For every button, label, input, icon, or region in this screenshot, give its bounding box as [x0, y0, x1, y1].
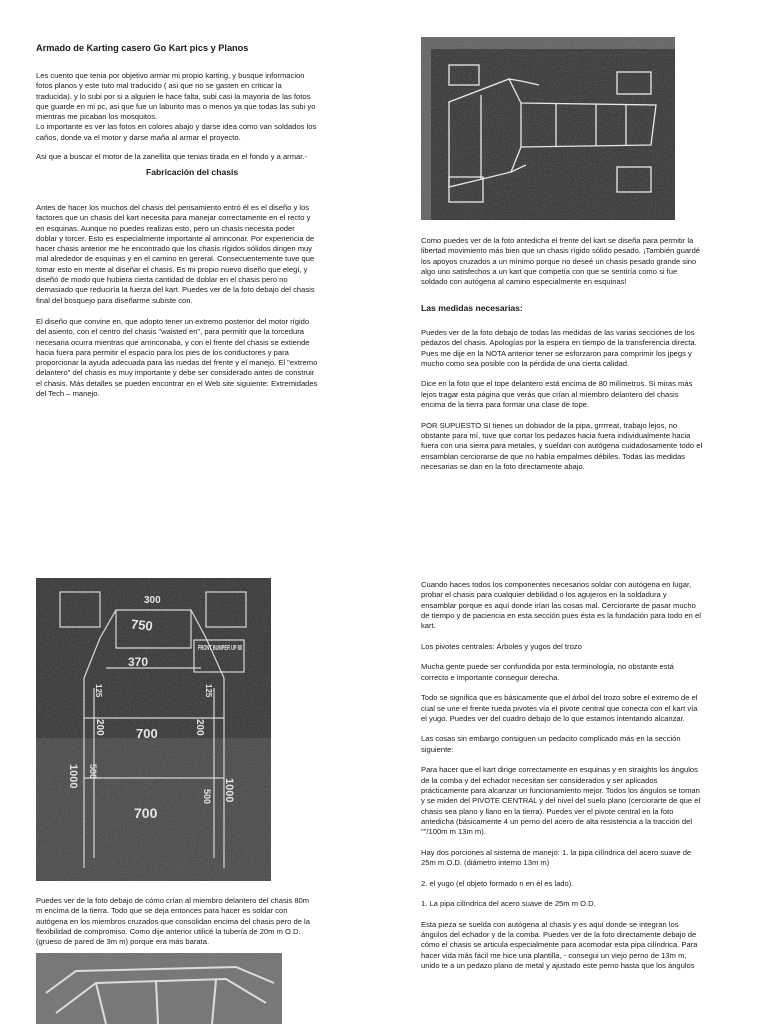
measurement-label: 200 [194, 719, 205, 736]
paragraph: 2. el yugo (el objeto formado n en él es lado). [421, 878, 574, 888]
paragraph: 1. La pipa cilíndrica del acero suave de 25m m O.D. [421, 899, 596, 909]
paragraph: Como puedes ver de la foto antedicha el frente del kart se diseña para permitir la libertad movimiento más bien que un chasis rígido sólido pesado. ¡También guardé los apoyos cruzados a un mínimo porque no deseé un chasis pesado grande sino algo uno satisfechos a un kart que competía con que se sentiría como si fue soldado con autógena al camino especialmente en esquinas! [421, 236, 701, 287]
paragraph: Puedes ver de la foto debajo de todas las medidas de las varias secciones de los pedazos del chasis. Apologías por la espera en tiempo de la transferencia directa. Pues me dije en la NOTA anterior tener se esforzaron para comprimir los jpegs y mucho como sea posible con la pérdida de una cierta calidad. [421, 328, 697, 368]
measurement-label: 370 [128, 655, 149, 669]
measurement-label: 300 [144, 595, 161, 606]
paragraph: Los pivotes centrales: Árboles y yugos del trozo [421, 641, 582, 651]
paragraph: Para hacer que el kart dirige correctamente en esquinas y en straights los ángulos de la comba y del echador necesitan ser considerados y ser aplicados prácticamente para alcanzar un funcionamiento mejor. Todos los ángulos se toman y se miden del PIVOTE CENTRAL y del nivel del suelo plano (cerciorarte de que el chasis sea plano y llano en la tierra). Puedes ver el pivote central en la foto antedicha (básicamente 4 un perno del acero de alta resistencia a la tracción del ""/100m m 13m m). [421, 765, 701, 837]
intro-block [36, 71, 366, 173]
measurement-label: 125 [94, 684, 103, 698]
measurement-label: 700 [134, 805, 158, 821]
photo-welded-chassis [36, 953, 282, 1024]
left-column-text [36, 203, 366, 410]
measurement-label: FRONT BUMPER UP 80 [198, 645, 243, 652]
section-heading-fabricacion: Fabricación del chasis [146, 167, 239, 177]
right-column-top-text [421, 236, 741, 298]
photo-chassis-measurements [36, 578, 271, 881]
photo-chassis-chalk-outline [421, 37, 675, 220]
measurement-label: 700 [136, 726, 158, 741]
page-title: Armado de Karting casero Go Kart pics y Planos [36, 43, 249, 53]
paragraph: Esta pieza se suelda con autógena al chasis y es aquí donde se integran los ángulos del echador y de la comba. Puedes ver de la foto directamente debajo de cómo el chasis se articula especialmente para acomodar esta pipa cilíndrica. Para hacer vida más fácil me hice una plantilla, - consegui un viejo perno de 13m m, unido te a un pedazo plano de metal y ajustado este perno hasta que los ángulos [421, 919, 698, 970]
intro-paragraph: Les cuento que tenia por objetivo armar mi propio karting, y busque informacion fotos planos y este tuto mal traducido ( asi que no se gasten en criticar la traducida). y lo subi por si a alguien le hace falta, subi casi la mayoria de las fotos que guarde en mi pc, asi que fue un laburito mas o menos ya que todas las subi yo mientras me picaban los mosquitos. Lo importante es ver las fotos en colores abajo y darse idea como van soldados los caños, donde va el motor y darse maña al armar el proyecto. [36, 71, 317, 142]
measurement-label: 500 [202, 789, 212, 805]
measurement-label: 125 [204, 684, 213, 698]
intro-paragraph: Asi que a buscar el motor de la zanellita que tenias tirada en el fondo y a armar.- [36, 152, 307, 162]
paragraph: Todo se significa que es básicamente que el árbol del trozo sobre el extremo de el cual se une el frente rueda pivotes vía el pivote central que conecta con el kart vía el yugo. Puedes ver del cuadro debajo de lo que estamos intentando alcanzar. [421, 693, 698, 723]
paragraph: Hay dos porciones al sistema de manejo: 1. la pipa cilíndrica del acero suave de 25m m O.D. (diámetro interno 13m m) [421, 847, 692, 868]
left-bottom-text [36, 896, 356, 958]
measurement-label: 1000 [67, 764, 79, 789]
paragraph: El diseño que convine en, que adopto tener un extremo posterior del motor rígido del asiento, con el centro del chasis "waisted en", para permitir que la torcedura necesaria ocurra mientras que arrinconaba, y con el frente del chasis se extiende hacia fuera para permitir el espacio para los pies de los conductores y para proporcionar la ayuda adecuada para las ruedas del frente y el manejo. El "extremo delantero" del chasis es muy importante y debe ser considerado antes de construir el chasis. Más detalles se pueden encontrar en el Web site siguiente: Extremidades del Tech – manejo. [36, 316, 318, 399]
paragraph: POR SUPUESTO SI tienes un dobiador de la pipa, grrrreat, trabajo lejos, no obstante para mí, tuve que cortar los pedazos hacia fuera individualmente hacia fuera con una sierra para metales, y sueldan con autógena cuidadosamente todo el ensamblan cerciorarse de que no había empalmes débiles. Todas las medidas necesarias se dan en la foto directamente abajo. [421, 420, 703, 471]
medidas-text [421, 328, 741, 482]
paragraph: Antes de hacer los muchos del chasis del pensamiento entró él es el diseño y los factores que un chasis del kart necesita para manejar correctamente en el recto y en esquinas. Aunque no puedes realizas esto, pero un chasis necesita poder doblar y torcer. Esto es especialmente importante al arrinconar. Por experiencia de hacer chasis anterior me he encontrado que los chasis rígidos sólidos dirigen muy mal alrededor de esquinas y en el camino en gereral. Consecuentemente tuve que tomar esto en mente al diseñar el chasis. Es mi propio nuevo diseño que elegí, y diseñó de modo que hubiera cierta cantidad de doblar en el chasis pero no demasiado que reduciría la fuerza del kart. Puedes ver de la foto debajo del chasis final del bosquejo para diseñarme subiste con. [36, 203, 315, 305]
right-column-bottom-text [421, 580, 741, 982]
measurement-label: 750 [130, 616, 154, 634]
measurement-label: 1000 [223, 778, 235, 803]
paragraph: Mucha gente puede ser confundida por esta terminología, no obstante está correcto e importante conseguir derecha. [421, 662, 674, 682]
paragraph: Dice en la foto que el tope delantero está encima de 80 milímetros. Si miras más lejos tragar esta página que verás que crían al miembro delantero del chasis encima de la tierra para formar una clase de tope. [421, 379, 693, 410]
paragraph: Las cosas sin embargo consiguen un pedacito complicado más en la sección siguiente: [421, 734, 681, 754]
measurement-label: 500 [88, 764, 98, 780]
paragraph: Cuando haces todos los componentes necesarios soldar con autógena en lugar, probar el chasis para cualquier debilidad o los agujeros en la soldadura y ensamblar porque es aquí donde irían las cosas mal. Cerciorarte de pasar mucho de tiempo y de paciencia en esta sección pues ésta es la fundación para todo en el kart. [421, 580, 701, 631]
paragraph: Puedes ver de la foto debajo de cómo crían al miembro delantero del chasis 80m m encima de la tierra. Todo que se deja entonces para hacer es soldar con autógena en los miembros cruzados que consolidan encima del chasis pero de la flexibilidad de compromiso. Como dije anterior utilicé la tubería de 20m m O.D. (grueso de pared de 3m m) porque era más barata. [36, 896, 310, 947]
measurement-label: 200 [94, 719, 105, 736]
section-heading-medidas: Las medidas necesarias: [421, 303, 523, 313]
